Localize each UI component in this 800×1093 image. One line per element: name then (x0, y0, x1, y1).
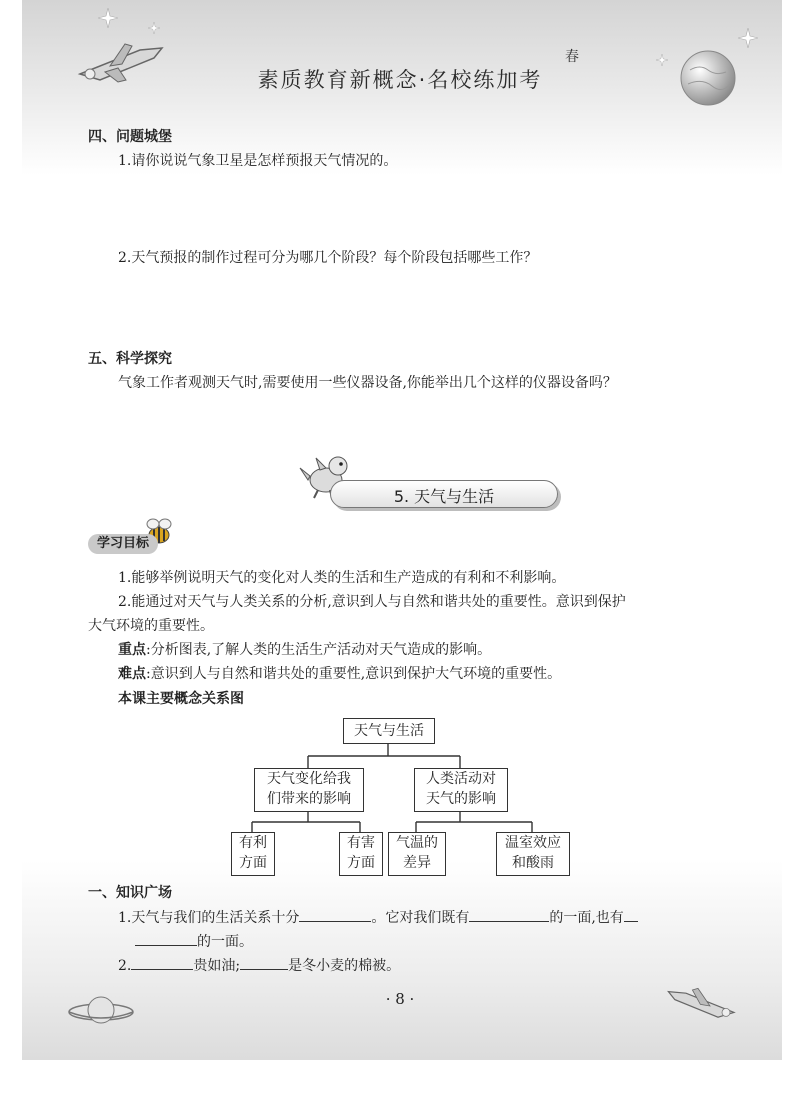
answer-blank[interactable] (135, 931, 197, 946)
answer-blank[interactable] (131, 955, 193, 970)
question-text: 的一面。 (197, 934, 253, 950)
section-heading-problems: 四、问题城堡 (88, 129, 172, 145)
concept-label: 们带来的影响 (267, 791, 351, 807)
lesson-title: 5. 天气与生活 (393, 487, 495, 506)
concept-label: 天气的影响 (426, 791, 496, 807)
concept-label: 差异 (403, 855, 431, 871)
key-point-text: :分析图表,了解人类的生活生产活动对天气造成的影响。 (146, 642, 492, 658)
page-number: · 8 · (385, 990, 415, 1008)
concept-benefit-box (231, 832, 275, 876)
goal-item: 2.能通过对天气与人类关系的分析,意识到人与自然和谐共处的重要性。意识到保护 (118, 594, 626, 610)
concept-label: 温室效应 (505, 835, 561, 851)
concept-harm-box (339, 832, 383, 876)
question-text: 2.天气预报的制作过程可分为哪几个阶段？每个阶段包括哪些工作？ (118, 250, 538, 266)
concept-label: 有利 (239, 835, 267, 851)
concept-label: 有害 (347, 835, 375, 851)
answer-blank[interactable] (240, 955, 288, 970)
concept-label: 气温的 (396, 835, 438, 851)
concept-label: 方面 (347, 855, 375, 871)
concept-root-label: 天气与生活 (354, 723, 424, 739)
question-text: 气象工作者观测天气时,需要使用一些仪器设备,你能举出几个这样的仪器设备吗？ (118, 375, 617, 391)
concept-label: 方面 (239, 855, 267, 871)
concept-label: 天气变化给我 (267, 771, 351, 787)
concept-weather-impact-box (254, 768, 364, 812)
question-text: 是冬小麦的棉被。 (288, 958, 401, 974)
fill-blank-question-continuation (135, 931, 253, 951)
difficult-point-label: 难点 (118, 666, 146, 682)
concept-temperature-box (388, 832, 446, 876)
page-header-title: 素质教育新概念·名校练加考 (257, 68, 543, 92)
answer-blank[interactable] (624, 907, 638, 922)
fill-blank-question (118, 907, 638, 927)
goal-item-continuation: 大气环境的重要性。 (88, 618, 214, 634)
goal-item: 1.能够举例说明天气的变化对人类的生活和生产造成的有利和不利影响。 (118, 570, 566, 586)
fill-blank-question (118, 955, 400, 975)
difficult-point-text: :意识到人与自然和谐共处的重要性,意识到保护大气环境的重要性。 (146, 666, 562, 682)
learning-goals-badge: 学习目标 (88, 534, 158, 554)
section-heading-knowledge: 一、知识广场 (88, 885, 172, 901)
question-text: 的一面,也有 (549, 910, 624, 926)
concept-human-impact-box (414, 768, 508, 812)
question-text: 。它对我们既有 (371, 910, 470, 926)
key-point-label: 重点 (118, 642, 146, 658)
season-label: 春 (565, 49, 579, 65)
section-heading-inquiry: 五、科学探究 (88, 351, 172, 367)
concept-map-title: 本课主要概念关系图 (118, 691, 244, 707)
answer-blank[interactable] (299, 907, 371, 922)
concept-label: 和酸雨 (512, 855, 554, 871)
question-text: 2. (118, 958, 132, 974)
concept-label: 人类活动对 (426, 771, 496, 787)
space-shuttle-icon (662, 982, 742, 1022)
saturn-planet-icon (66, 990, 136, 1030)
question-text: 贵如油; (193, 958, 241, 974)
concept-root-box (343, 718, 435, 744)
answer-blank[interactable] (469, 907, 549, 922)
question-text: 1.天气与我们的生活关系十分 (118, 910, 300, 926)
concept-greenhouse-box (496, 832, 570, 876)
question-text: 1.请你说说气象卫星是怎样预报天气情况的。 (118, 153, 398, 169)
